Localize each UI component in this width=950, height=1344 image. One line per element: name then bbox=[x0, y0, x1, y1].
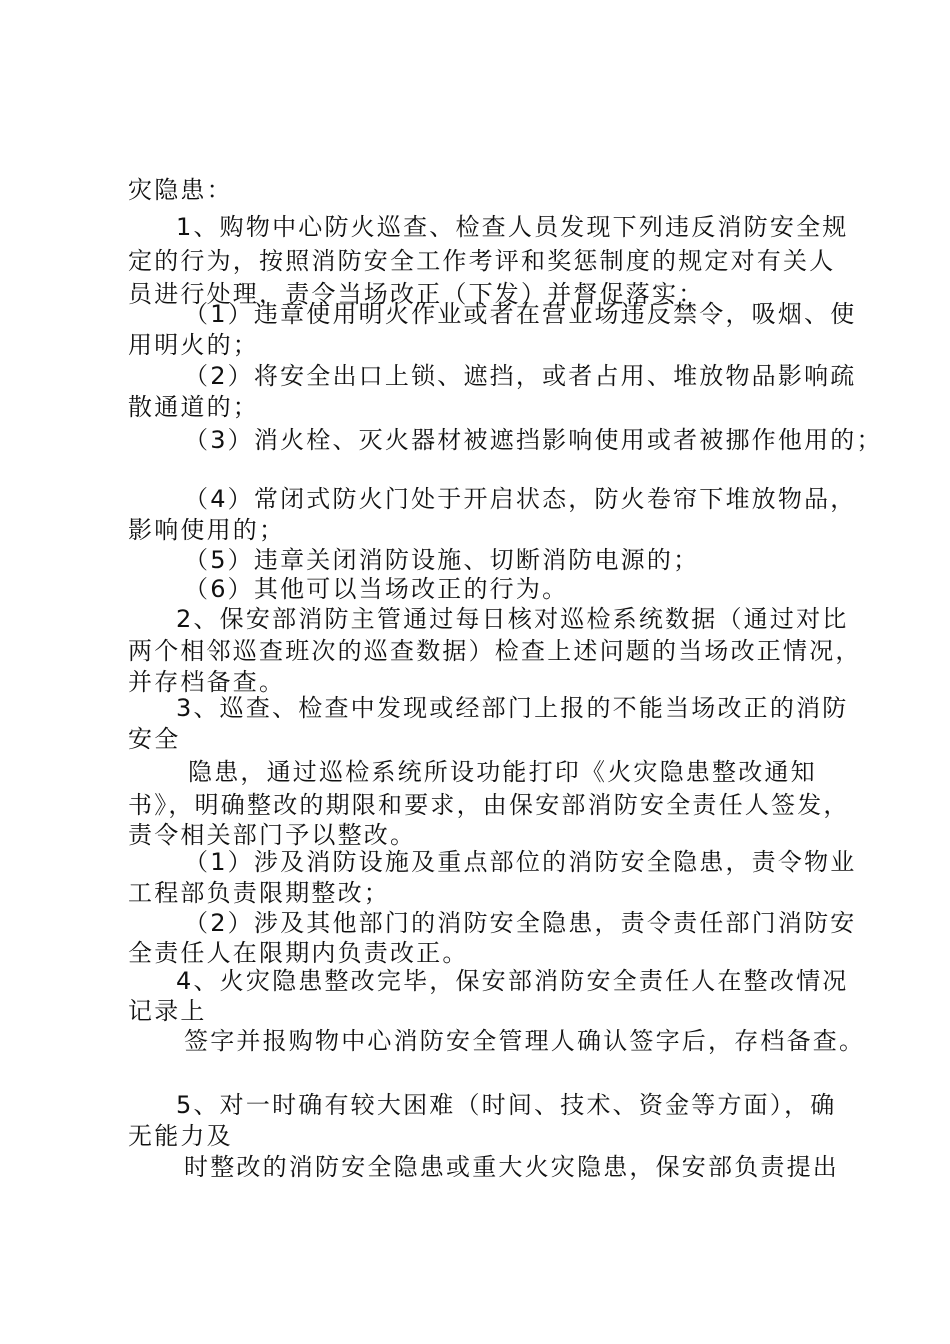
text-line: （3）消火栓、灭火器材被遮挡影响使用或者被挪作他用的； bbox=[184, 426, 883, 454]
text-line: 2、保安部消防主管通过每日核对巡检系统数据（通过对比 bbox=[176, 605, 849, 633]
text-line: 两个相邻巡查班次的巡查数据）检查上述问题的当场改正情况， bbox=[128, 637, 862, 665]
text-line: 全责任人在限期内负责改正。 bbox=[128, 939, 469, 967]
text-line: 无能力及 bbox=[128, 1122, 233, 1150]
text-line: 隐患，通过巡检系统所设功能打印《火灾隐患整改通知 bbox=[188, 758, 817, 786]
text-line: （2）涉及其他部门的消防安全隐患，责令责任部门消防安 bbox=[184, 909, 857, 937]
text-line: 影响使用的； bbox=[128, 516, 286, 544]
text-line: 签字并报购物中心消防安全管理人确认签字后，存档备查。 bbox=[184, 1027, 866, 1055]
text-line: 并存档备查。 bbox=[128, 668, 286, 696]
text-line: 时整改的消防安全隐患或重大火灾隐患，保安部负责提出 bbox=[184, 1153, 839, 1181]
text-line: 工程部负责限期整改； bbox=[128, 879, 390, 907]
text-line: （1）涉及消防设施及重点部位的消防安全隐患，责令物业 bbox=[184, 848, 857, 876]
text-line: （2）将安全出口上锁、遮挡，或者占用、堆放物品影响疏 bbox=[184, 362, 857, 390]
text-line: 4、火灾隐患整改完毕，保安部消防安全责任人在整改情况 bbox=[176, 967, 849, 995]
text-line: 灾隐患： bbox=[128, 176, 233, 204]
text-line: 安全 bbox=[128, 725, 181, 753]
text-line: （5）违章关闭消防设施、切断消防电源的； bbox=[184, 546, 700, 574]
text-line: 记录上 bbox=[128, 997, 207, 1025]
text-line: 书》，明确整改的期限和要求，由保安部消防安全责任人签发， bbox=[128, 791, 850, 819]
text-line: 定的行为，按照消防安全工作考评和奖惩制度的规定对有关人 bbox=[128, 247, 836, 275]
text-line: 散通道的； bbox=[128, 393, 259, 421]
text-line: 1、购物中心防火巡查、检查人员发现下列违反消防安全规 bbox=[176, 213, 849, 241]
text-line: （6）其他可以当场改正的行为。 bbox=[184, 575, 569, 603]
text-line: （4）常闭式防火门处于开启状态，防火卷帘下堆放物品， bbox=[184, 485, 857, 513]
text-line: 5、对一时确有较大困难（时间、技术、资金等方面），确 bbox=[176, 1091, 837, 1119]
text-line: 责令相关部门予以整改。 bbox=[128, 821, 417, 849]
text-line: 3、巡查、检查中发现或经部门上报的不能当场改正的消防 bbox=[176, 694, 849, 722]
text-line: 用明火的； bbox=[128, 331, 259, 359]
text-line: 员进行处理，责令当场改正（下发）并督促落实： bbox=[128, 280, 705, 308]
text-line: （1）违章使用明火作业或者在营业场违反禁令，吸烟、使 bbox=[184, 300, 857, 328]
